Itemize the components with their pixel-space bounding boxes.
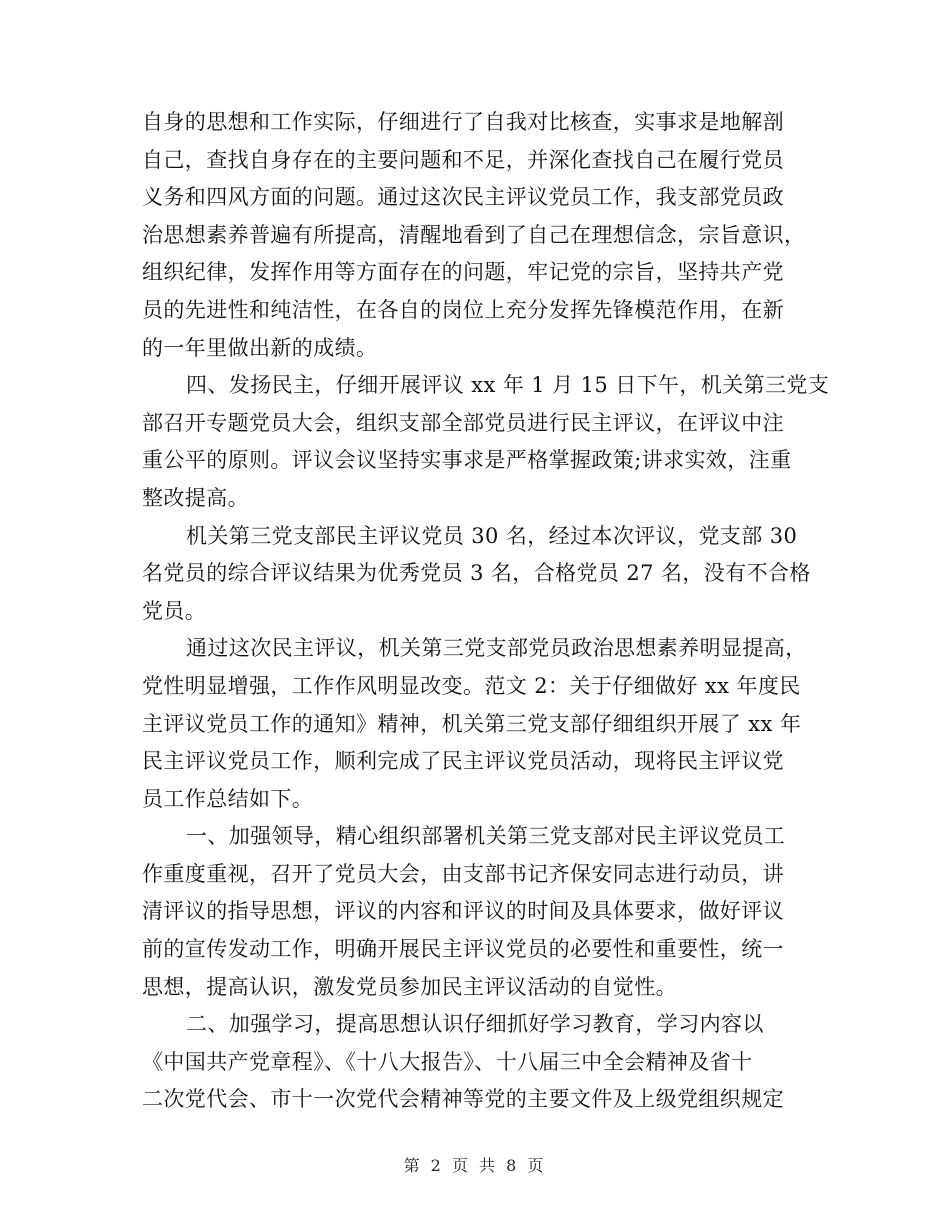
text-line: 通过这次民主评议，机关第三党支部党员政治思想素养明显提高， xyxy=(186,636,807,661)
text-line: 的一年里做出新的成绩。 xyxy=(142,335,378,360)
page-footer xyxy=(0,1153,950,1176)
text-line: 组织纪律，发挥作用等方面存在的问题，牢记党的宗旨，坚持共产党 xyxy=(142,260,784,285)
page-number-label: 第 2 页 共 8 页 xyxy=(403,1156,547,1175)
paragraph-5 xyxy=(142,818,812,1006)
text-line: 前的宣传发动工作，明确开展民主评议党员的必要性和重要性，统一 xyxy=(142,937,784,962)
text-line: 治思想素养普遍有所提高，清醒地看到了自己在理想信念，宗旨意识， xyxy=(142,222,806,247)
text-line: 清评议的指导思想，评议的内容和评议的时间及具体要求，做好评议 xyxy=(142,899,784,924)
text-line: 名党员的综合评议结果为优秀党员 3 名，合格党员 27 名，没有不合格 xyxy=(142,561,811,586)
text-line: 自己，查找自身存在的主要问题和不足，并深化查找自己在履行党员 xyxy=(142,147,784,172)
text-line: 部召开专题党员大会，组织支部全部党员进行民主评议，在评议中注 xyxy=(142,410,784,435)
text-line: 二、加强学习，提高思想认识仔细抓好学习教育，学习内容以 xyxy=(186,1012,764,1037)
text-line: 二次党代会、市十一次党代会精神等党的主要文件及上级党组织规定 xyxy=(142,1087,784,1112)
paragraph-6 xyxy=(142,1006,812,1119)
text-line: 员工作总结如下。 xyxy=(142,786,314,811)
text-line: 党性明显增强，工作作风明显改变。范文 2：关于仔细做好 xx 年度民 xyxy=(142,673,801,698)
paragraph-4 xyxy=(142,630,812,818)
text-line: 整改提高。 xyxy=(142,485,249,510)
paragraph-3 xyxy=(142,518,812,631)
text-line: 主评议党员工作的通知》精神，机关第三党支部仔细组织开展了 xx 年 xyxy=(142,711,802,736)
text-line: 自身的思想和工作实际，仔细进行了自我对比核查，实事求是地解剖 xyxy=(142,110,784,134)
text-line: 《中国共产党章程》、《十八大报告》、十八届三中全会精神及省十 xyxy=(142,1049,753,1074)
text-line: 作重度重视，召开了党员大会，由支部书记齐保安同志进行动员，讲 xyxy=(142,861,784,886)
text-line: 党员。 xyxy=(142,598,207,623)
document-body xyxy=(142,104,830,1119)
text-line: 思想，提高认识，激发党员参加民主评议活动的自觉性。 xyxy=(142,974,677,999)
text-line: 民主评议党员工作，顺利完成了民主评议党员活动，现将民主评议党 xyxy=(142,749,784,774)
text-line: 义务和四风方面的问题。通过这次民主评议党员工作，我支部党员政 xyxy=(142,185,784,210)
text-line: 重公平的原则。评议会议坚持实事求是严格掌握政策;讲求实效，注重 xyxy=(142,448,792,473)
text-line: 一、加强领导，精心组织部署机关第三党支部对民主评议党员工 xyxy=(186,824,786,849)
text-line: 员的先进性和纯洁性，在各自的岗位上充分发挥先锋模范作用，在新 xyxy=(142,297,784,322)
paragraph-2 xyxy=(142,367,830,517)
text-line: 四、发扬民主，仔细开展评议 xx 年 1 月 15 日下午，机关第三党支 xyxy=(186,373,830,398)
paragraph-1 xyxy=(142,104,812,367)
text-line: 机关第三党支部民主评议党员 30 名，经过本次评议，党支部 30 xyxy=(186,523,798,548)
